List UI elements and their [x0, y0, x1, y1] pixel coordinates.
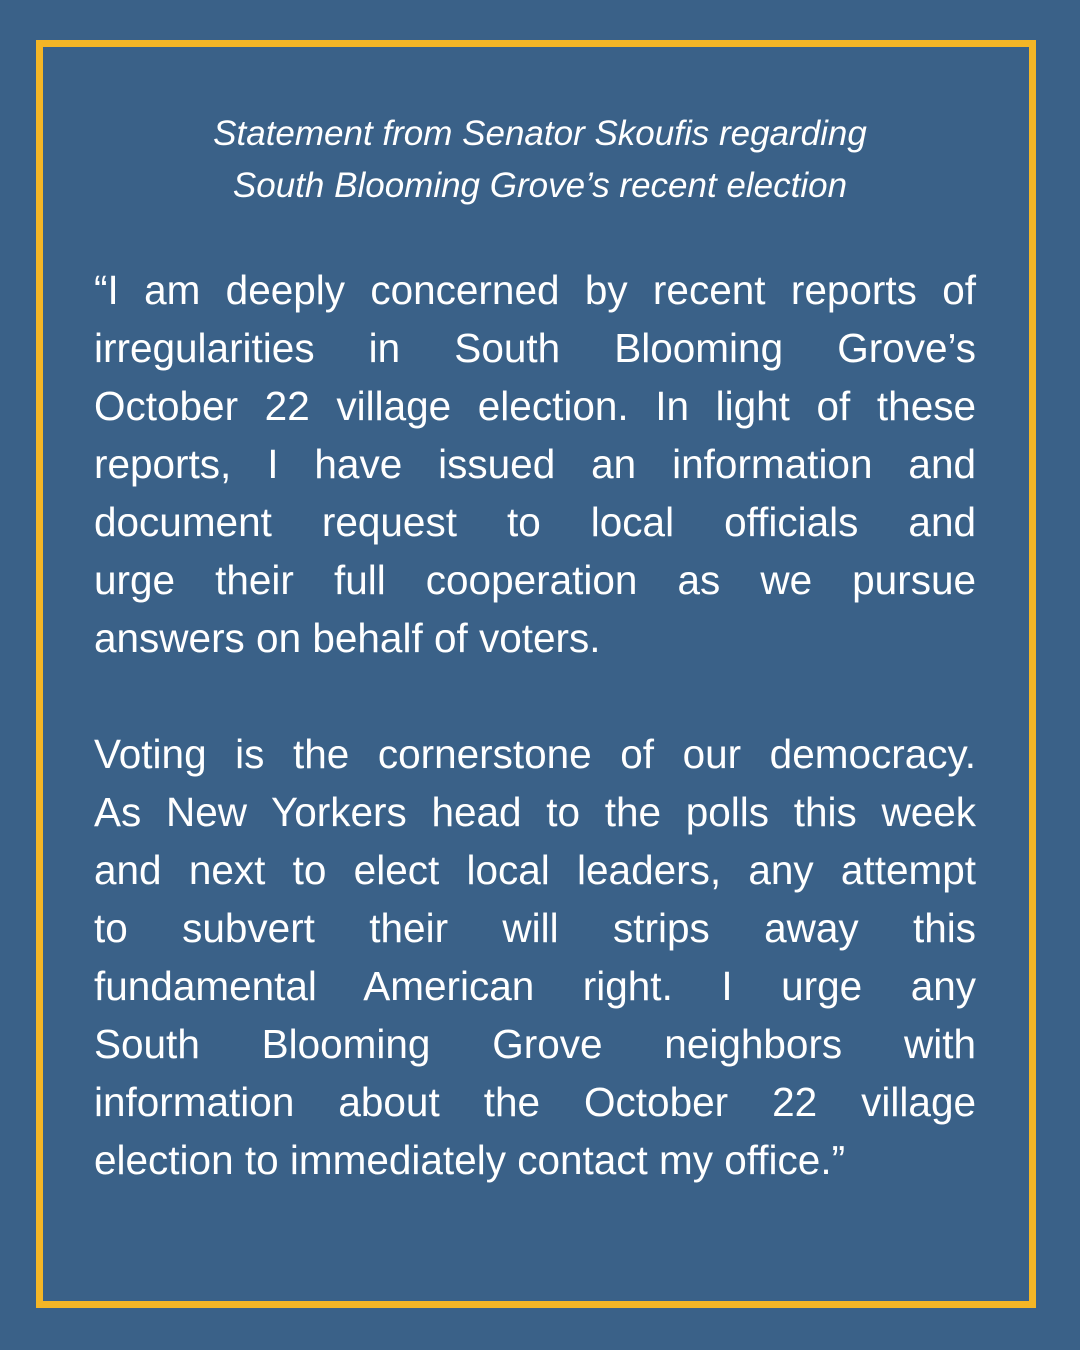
statement-paragraph-1: [94, 261, 976, 667]
paragraph-line: information about the October 22 village: [94, 1079, 976, 1125]
paragraph-line: election to immediately contact my office.”: [94, 1137, 846, 1183]
paragraph-line: to subvert their will strips away this: [94, 905, 976, 951]
paragraph-line: As New Yorkers head to the polls this week: [94, 789, 976, 835]
statement-heading: [90, 108, 990, 212]
paragraph-line: reports, I have issued an information and: [94, 441, 976, 487]
paragraph-line: fundamental American right. I urge any: [94, 963, 976, 1009]
paragraph-line: answers on behalf of voters.: [94, 615, 601, 661]
heading-line-2: South Blooming Grove’s recent election: [232, 166, 848, 205]
paragraph-line: October 22 village election. In light of these: [94, 383, 976, 429]
heading-line-1: Statement from Senator Skoufis regarding: [213, 114, 867, 153]
paragraph-line: Voting is the cornerstone of our democracy.: [94, 731, 976, 777]
paragraph-line: urge their full cooperation as we pursue: [94, 557, 976, 603]
paragraph-line: and next to elect local leaders, any attempt: [94, 847, 976, 893]
paragraph-line: South Blooming Grove neighbors with: [94, 1021, 976, 1067]
paragraph-line: document request to local officials and: [94, 499, 976, 545]
paragraph-line: irregularities in South Blooming Grove’s: [94, 325, 976, 371]
paragraph-line: “I am deeply concerned by recent reports of: [94, 267, 976, 313]
statement-body: [94, 261, 976, 1189]
statement-paragraph-2: [94, 725, 976, 1189]
